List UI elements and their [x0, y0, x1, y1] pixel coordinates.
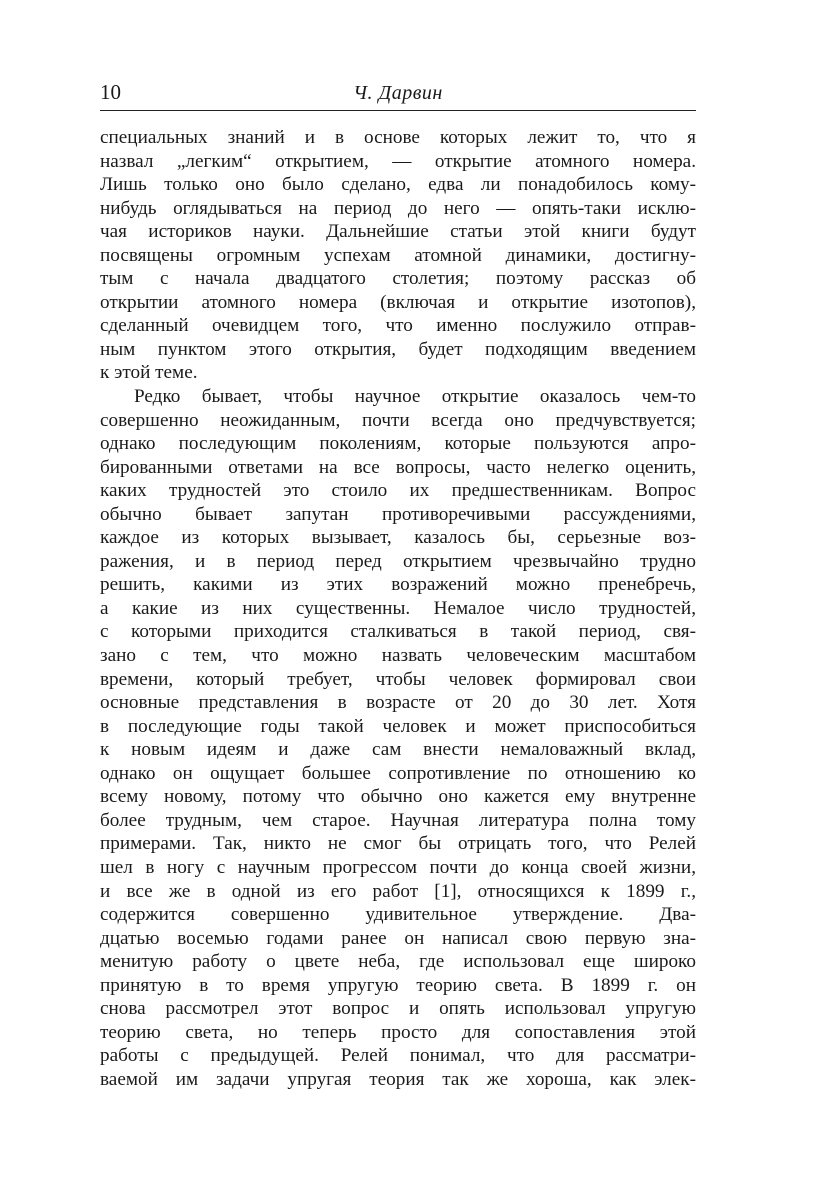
page-number: 10	[100, 80, 121, 104]
header-rule	[100, 110, 696, 111]
text-line: и все же в одной из его работ [1], относящихся к 1899 г.,	[100, 880, 696, 902]
text-line: решить, какими из этих возражений можно пренебречь,	[100, 574, 696, 596]
text-line: снова рассмотрел этот вопрос и опять использовал упругую	[100, 998, 696, 1020]
text-line: открытии атомного номера (включая и открытие изотопов),	[100, 291, 696, 313]
text-line: однако он ощущает большее сопротивление по отношению ко	[100, 762, 696, 784]
text-line: зано с тем, что можно назвать человеческим масштабом	[100, 645, 696, 667]
text-line: работы с предыдущей. Релей понимал, что для рассматри-	[100, 1045, 696, 1067]
text-line: чая историков науки. Дальнейшие статьи этой книги будут	[100, 221, 696, 243]
text-line: к этой теме.	[100, 362, 198, 384]
text-line: ваемой им задачи упругая теория так же хороша, как элек-	[100, 1068, 696, 1090]
text-line: Лишь только оно было сделано, едва ли понадобилось кому-	[100, 174, 696, 196]
text-line: специальных знаний и в основе которых лежит то, что я	[100, 127, 696, 148]
text-line: Редко бывает, чтобы научное открытие оказалось чем-то	[134, 386, 696, 408]
paragraph	[100, 126, 696, 385]
text-line: тым с начала двадцатого столетия; поэтому рассказ об	[100, 268, 696, 290]
text-line: в последующие годы такой человек и может приспособиться	[100, 715, 696, 737]
text-line: теорию света, но теперь просто для сопоставления этой	[100, 1021, 696, 1043]
text-line: к новым идеям и даже сам внести немаловажный вклад,	[100, 739, 696, 761]
text-line: совершенно неожиданным, почти всегда оно предчувствуется;	[100, 409, 696, 431]
text-line: назвал „легким“ открытием, — открытие атомного номера.	[100, 150, 696, 172]
text-line: шел в ногу с научным прогрессом почти до конца своей жизни,	[100, 856, 696, 878]
text-line: ражения, и в период перед открытием чрезвычайно трудно	[100, 550, 696, 572]
text-line: более трудным, чем старое. Научная литература полна тому	[100, 809, 696, 831]
text-line: основные представления в возрасте от 20 до 30 лет. Хотя	[100, 692, 696, 714]
text-line: каких трудностей это стоило их предшественникам. Вопрос	[100, 480, 696, 502]
text-line: менитую работу о цвете неба, где использовал еще широко	[100, 951, 696, 973]
text-line: а какие из них существенны. Немалое число трудностей,	[100, 597, 696, 619]
text-line: посвящены огромным успехам атомной динамики, достигну-	[100, 244, 696, 266]
text-line: содержится совершенно удивительное утверждение. Два-	[100, 904, 696, 926]
text-line: примерами. Так, никто не смог бы отрицать того, что Релей	[100, 833, 696, 855]
text-line: с которыми приходится сталкиваться в такой период, свя-	[100, 621, 696, 643]
text-line: принятую в то время упругую теорию света. В 1899 г. он	[100, 974, 696, 996]
page-header	[100, 80, 696, 108]
body-text	[100, 126, 696, 1091]
running-title: Ч. Дарвин	[353, 82, 443, 104]
text-line: ным пунктом этого открытия, будет подходящим введением	[100, 338, 696, 360]
text-line: обычно бывает запутан противоречивыми рассуждениями,	[100, 503, 696, 525]
text-line: нибудь оглядываться на период до него — опять-таки исклю-	[100, 197, 696, 219]
text-line: всему новому, потому что обычно оно кажется ему внутренне	[100, 786, 696, 808]
text-line: дцатью восемью годами ранее он написал свою первую зна-	[100, 927, 696, 949]
text-line: бированными ответами на все вопросы, часто нелегко оценить,	[100, 456, 696, 478]
paragraph	[100, 385, 696, 1091]
text-line: времени, который требует, чтобы человек формировал свои	[100, 668, 696, 690]
text-line: сделанный очевидцем того, что именно послужило отправ-	[100, 315, 696, 337]
text-line: однако последующим поколениям, которые пользуются апро-	[100, 433, 696, 455]
text-line: каждое из которых вызывает, казалось бы, серьезные воз-	[100, 527, 696, 549]
